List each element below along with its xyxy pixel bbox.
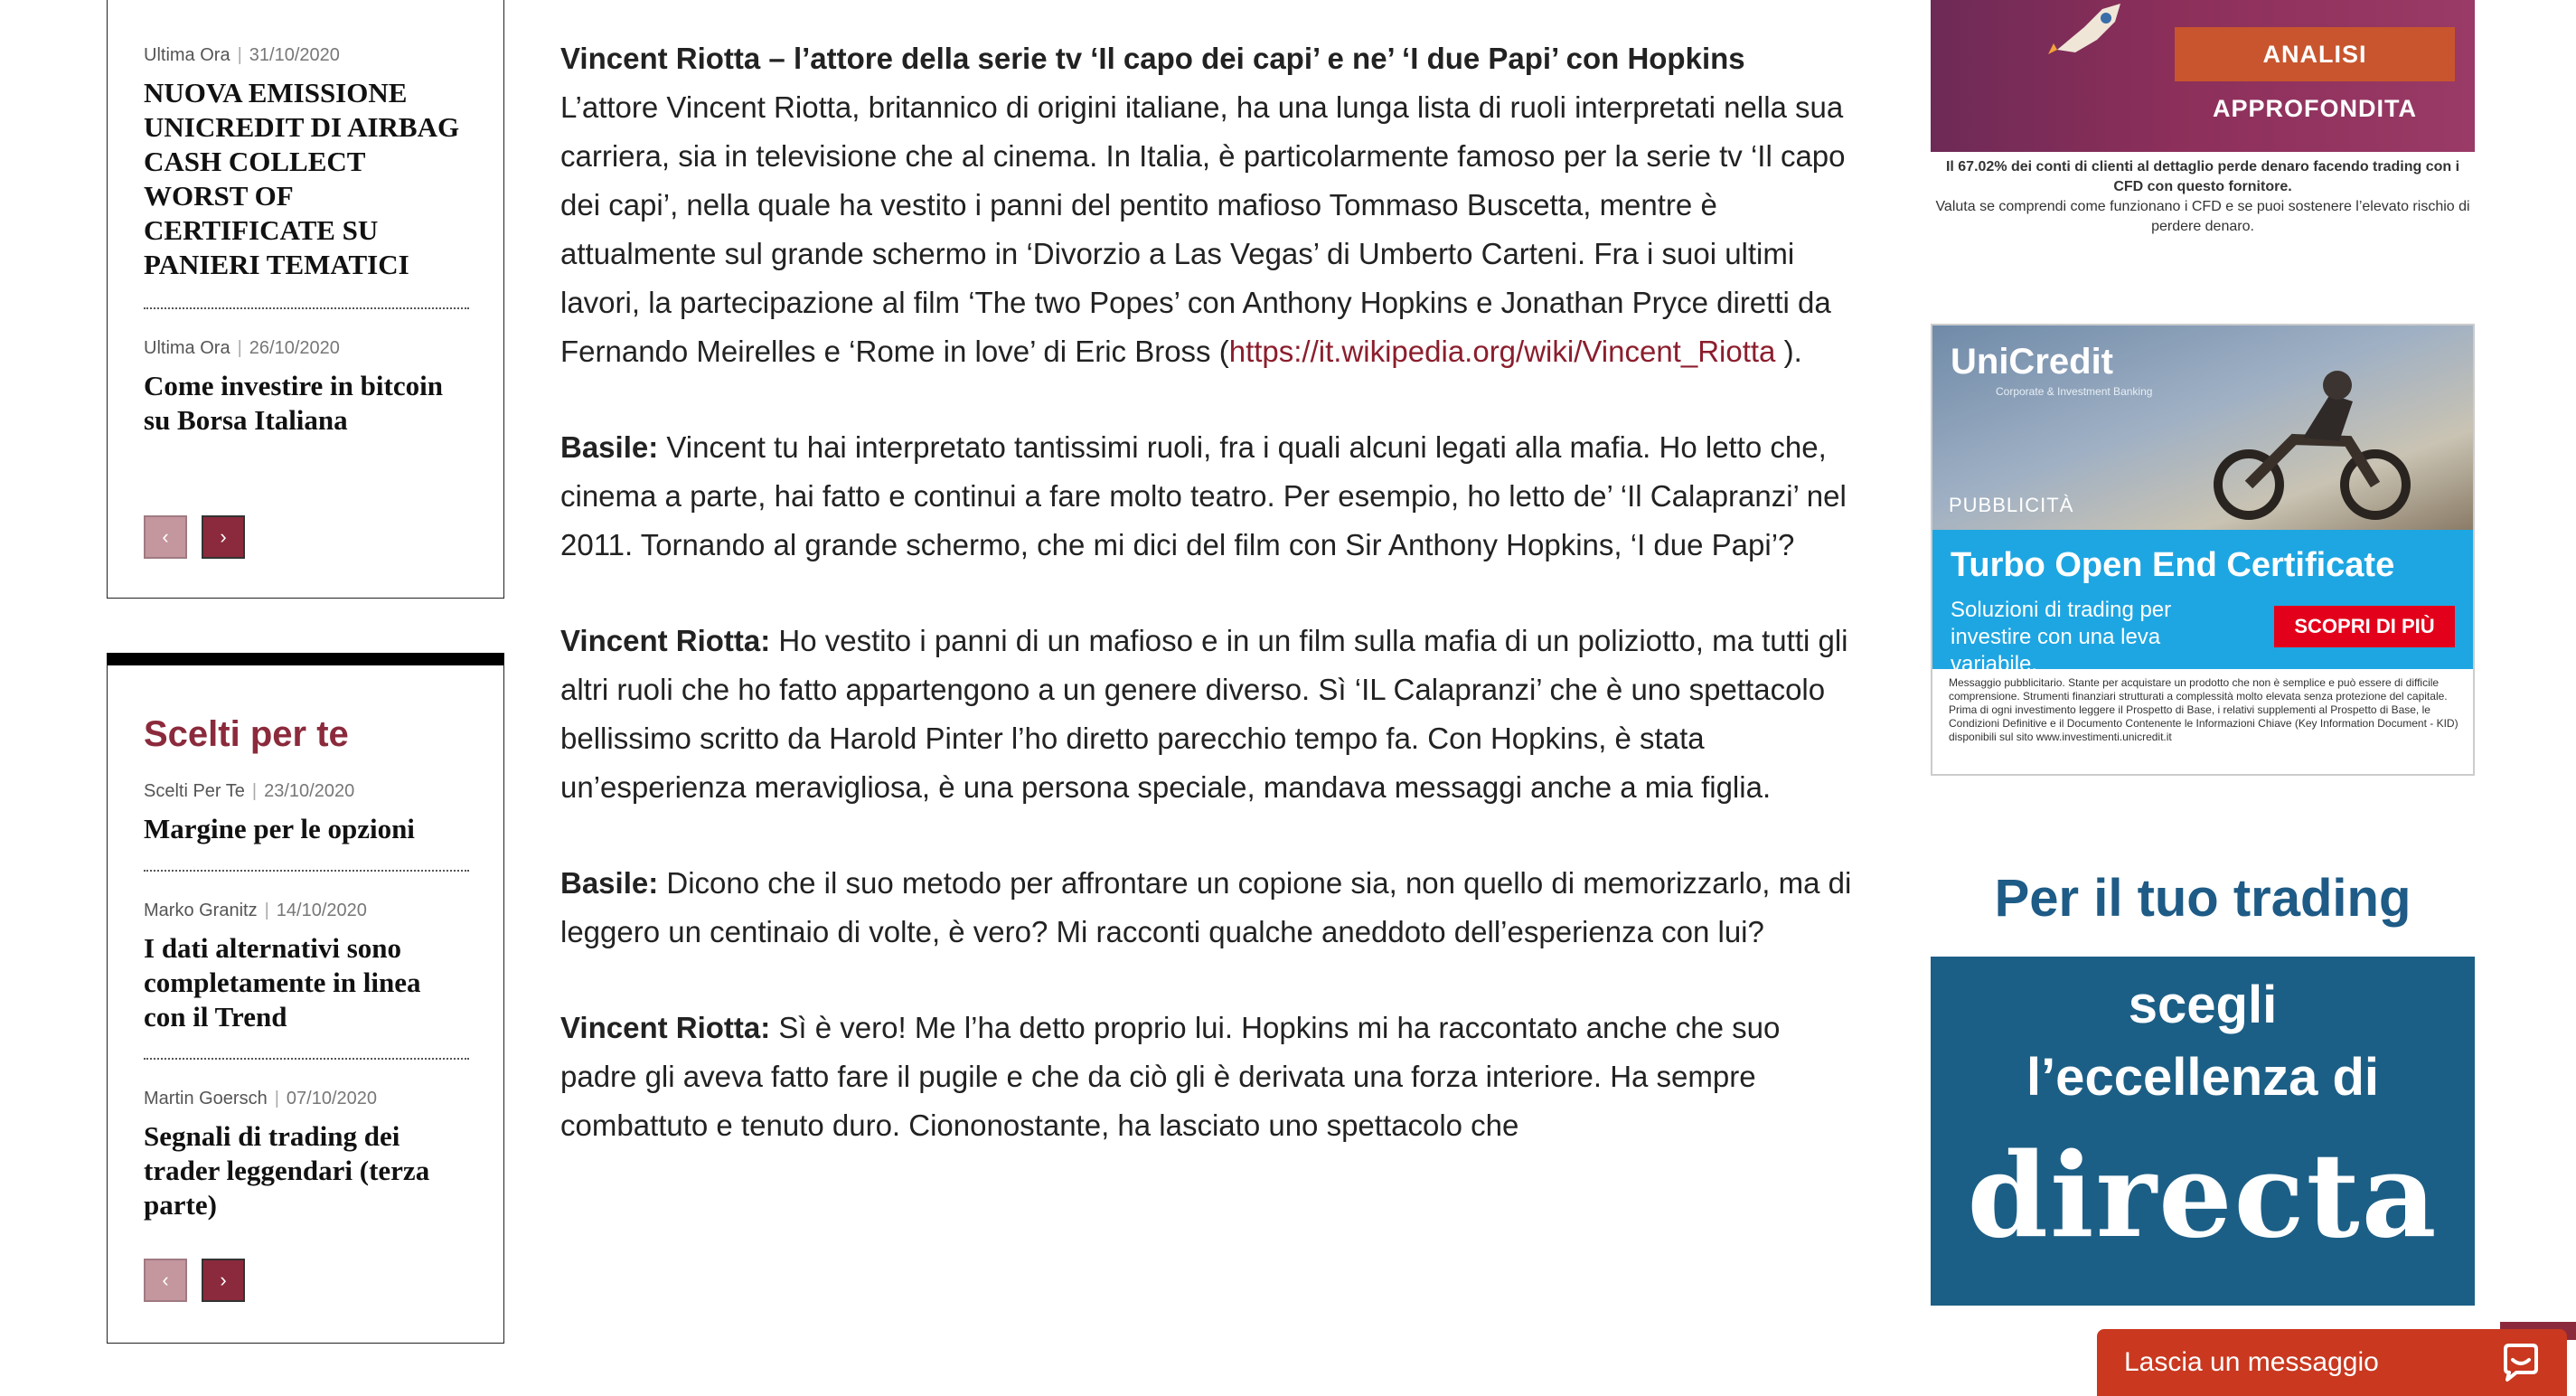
list-item[interactable]	[144, 43, 469, 282]
directa-line2: l’eccellenza di	[2026, 1048, 2380, 1107]
chat-bubble-icon[interactable]	[2498, 1340, 2543, 1385]
prev-button[interactable]: ‹	[144, 1259, 187, 1302]
list-item[interactable]	[144, 336, 469, 438]
rocket-icon	[2048, 0, 2129, 54]
motorbike-icon	[2195, 358, 2430, 521]
unicredit-subtitle: Corporate & Investment Banking	[1996, 385, 2153, 398]
next-button[interactable]: ›	[202, 1259, 245, 1302]
ad-title: Turbo Open End Certificate	[1951, 546, 2395, 584]
advert-label: PUBBLICITÀ	[1949, 494, 2074, 516]
disclaimer-strong: Il 67.02% dei conti di clienti al dettaglio perde denaro facendo trading con i CFD con questo fornitore.	[1945, 159, 2460, 194]
ad-banner-analysis[interactable]	[1931, 0, 2475, 152]
post-date: 07/10/2020	[286, 1089, 378, 1108]
list-item[interactable]	[144, 899, 469, 1034]
article-paragraph	[560, 34, 1862, 376]
post-date: 14/10/2020	[276, 901, 367, 920]
paragraph-text: Dicono che il suo metodo per affrontare un copione sia, non quello di memorizzarlo, ma di leggero un centinaio di volte, è vero? Mi racconti qualche aneddoto dell’esperienza con lui?	[560, 866, 1852, 948]
list-item[interactable]	[144, 1087, 469, 1222]
speaker-label: Basile:	[560, 430, 659, 464]
unicredit-logo-text: UniCredit	[1951, 342, 2113, 382]
directa-line1: scegli	[2128, 976, 2278, 1034]
post-meta: Scelti Per Te | 23/10/2020	[144, 781, 355, 801]
divider	[144, 307, 469, 309]
post-author[interactable]: Martin Goersch	[144, 1089, 268, 1108]
paragraph-text: Vincent tu hai interpretato tantissimi ruoli, fra i quali alcuni legati alla mafia. Ho letto che, cinema a parte, hai fatto e continui a fare molto teatro. Per esempio, ho letto de’ ‘Il Calapranzi’ nel 2011. Tornando al grande schermo, che mi dici del film con Sir Anthony Hopkins, ‘I due Papi’?	[560, 430, 1847, 561]
ad-banner-directa[interactable]	[1931, 957, 2475, 1306]
speaker-label: Vincent Riotta:	[560, 1011, 771, 1044]
chat-widget[interactable]	[2097, 1329, 2567, 1396]
post-title-link[interactable]: Segnali di trading dei trader leggendari (terza parte)	[144, 1120, 430, 1221]
speaker-label: Vincent Riotta:	[560, 624, 771, 657]
directa-logo: directa	[1967, 1128, 2439, 1264]
post-meta: Ultima Ora | 31/10/2020	[144, 45, 340, 65]
article-paragraph	[560, 617, 1862, 812]
chat-label[interactable]: Lascia un messaggio	[2124, 1347, 2379, 1377]
widget-title: Scelti per te	[144, 714, 349, 754]
article-paragraph	[560, 859, 1862, 957]
paragraph-text: L’attore Vincent Riotta, britannico di origini italiane, ha una lunga lista di ruoli interpretati nella sua carriera, sia in televisione che al cinema. In Italia, è particolarmente famoso per la serie tv ‘Il capo dei capi’, nella quale ha vestito i panni del pentito mafioso Tommaso Buscetta, mentre è attualmente sul grande schermo in ‘Divorzio a Las Vegas’ di Umberto Carteni. Fra i suoi ultimi lavori, la partecipazione al film ‘The two Popes’ con Anthony Hopkins e Jonathan Pryce diretti da Fernando Meirelles e ‘Rome in love’ di Eric Bross (	[560, 90, 1846, 368]
cfd-disclaimer	[1931, 157, 2475, 237]
prev-button[interactable]: ‹	[144, 515, 187, 559]
discover-more-button[interactable]: SCOPRI DI PIÙ	[2274, 606, 2455, 647]
directa-headline: Per il tuo trading	[1994, 869, 2411, 928]
post-title-link[interactable]: Margine per le opzioni	[144, 813, 415, 844]
paragraph-text: ).	[1775, 335, 1802, 368]
article-paragraph	[560, 423, 1862, 570]
paragraph-text: Sì è vero! Me l’ha detto proprio lui. Hopkins mi ha raccontato anche che suo padre gli aveva fatto fare il pugile e che da ciò gli è derivata una forza interiore. Ha sempre combattuto e tenuto duro. Ciononostante, ha lasciato uno spettacolo che	[560, 1011, 1781, 1142]
post-date: 26/10/2020	[249, 338, 340, 358]
list-item[interactable]	[144, 779, 469, 846]
post-meta: Marko Granitz | 14/10/2020	[144, 901, 367, 920]
post-author[interactable]: Marko Granitz	[144, 901, 258, 920]
ad-band	[1932, 530, 2473, 676]
divider	[144, 1058, 469, 1060]
post-date: 23/10/2020	[264, 781, 355, 801]
wikipedia-link[interactable]: https://it.wikipedia.org/wiki/Vincent_Riotta	[1228, 335, 1776, 368]
divider	[144, 870, 469, 872]
ad-legal-text: Messaggio pubblicitario. Stante per acquistare un prodotto che non è semplice e può essere di difficile comprensione. Strumenti finanziari strutturati a complessità molto elevata senza protezione del capitale. Prima di ogni investimento leggere il Prospetto di Base, i relativi supplementi al Prospetto di Base, le Condizioni Definitive e il Documento Contenente le Informazioni Chiave (Key Information Document - KID) disponibili sul sito www.investimenti.unicredit.it	[1949, 676, 2458, 743]
next-button[interactable]: ›	[202, 515, 245, 559]
article-body	[560, 34, 1862, 1197]
speaker-label: Basile:	[560, 866, 659, 900]
post-date: 31/10/2020	[249, 45, 340, 65]
post-author[interactable]: Scelti Per Te	[144, 781, 245, 801]
post-meta: Martin Goersch | 07/10/2020	[144, 1089, 378, 1108]
disclaimer-text: Valuta se comprendi come funzionano i CFD e se puoi sostenere l’elevato rischio di perdere denaro.	[1935, 199, 2470, 234]
post-title-link[interactable]: Come investire in bitcoin su Borsa Italiana	[144, 370, 443, 436]
ad-banner-unicredit[interactable]	[1931, 324, 2475, 776]
post-author[interactable]: Ultima Ora	[144, 338, 230, 358]
article-paragraph	[560, 1004, 1862, 1150]
unicredit-logo	[1951, 342, 2113, 382]
sidebar-widget-ultima-ora	[107, 0, 504, 599]
analysis-cta-button[interactable]: ANALISI APPROFONDITA	[2175, 27, 2455, 81]
sidebar-widget-scelti-per-te	[107, 653, 504, 1344]
ad-text: Soluzioni di trading per investire con una leva variabile.	[1951, 598, 2172, 676]
post-title-link[interactable]: I dati alternativi sono completamente in linea con il Trend	[144, 932, 421, 1033]
post-meta: Ultima Ora | 26/10/2020	[144, 338, 340, 358]
post-title-link[interactable]: NUOVA EMISSIONE UNICREDIT DI AIRBAG CASH COLLECT WORST OF CERTIFICATE SU PANIERI TEMATICI	[144, 77, 460, 280]
post-author[interactable]: Ultima Ora	[144, 45, 230, 65]
paragraph-text: Ho vestito i panni di un mafioso e in un film sulla mafia di un poliziotto, ma tutti gli altri ruoli che ho fatto appartengono a un genere diverso. Sì ‘IL Calapranzi’ che è uno spettacolo bellissimo scritto da Harold Pinter l’ho diretto parecchio tempo fa. Con Hopkins, è stata un’esperienza meravigliosa, è una persona speciale, mandava messaggi anche a mia figlia.	[560, 624, 1848, 804]
article-subtitle: Vincent Riotta – l’attore della serie tv ‘Il capo dei capi’ e ne’ ‘I due Papi’ con Hopkins	[560, 42, 1745, 75]
